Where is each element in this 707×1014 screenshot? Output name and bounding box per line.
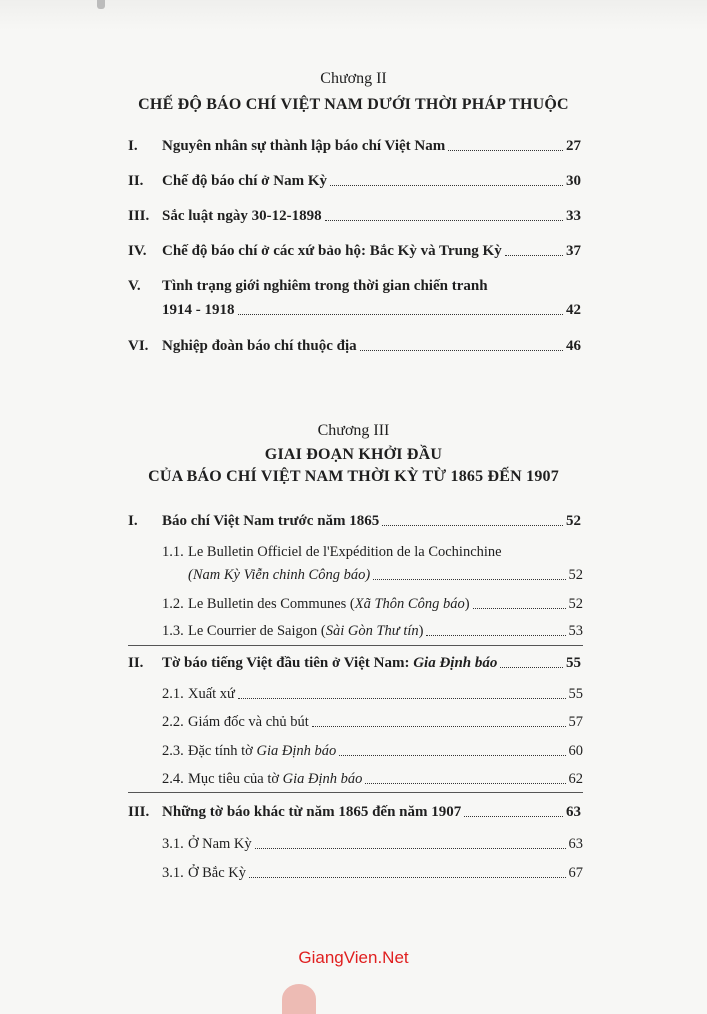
toc-subentry-number: 2.1. — [162, 686, 184, 702]
toc-subentry-title: Mục tiêu của tờ Gia Định báo — [188, 771, 363, 787]
toc-entry-number: V. — [128, 278, 141, 294]
toc-subentry-page: 52 — [568, 596, 583, 612]
toc-entry-page: 27 — [566, 138, 581, 154]
toc-entry-line1[interactable] — [128, 274, 581, 296]
toc-entry-number: III. — [128, 804, 150, 820]
dot-leader — [373, 578, 565, 580]
toc-subentry-number: 2.4. — [162, 771, 184, 787]
toc-subentry-line2[interactable] — [162, 563, 583, 585]
toc-entry-title: Tình trạng giới nghiêm trong thời gian chiến tranh — [162, 278, 488, 294]
toc-subentry[interactable] — [162, 592, 583, 614]
dot-leader — [448, 149, 563, 151]
toc-subentry-number: 3.1. — [162, 865, 184, 881]
toc-subentry-number: 1.2. — [162, 596, 184, 612]
dot-leader — [330, 184, 563, 186]
toc-entry-line2[interactable] — [128, 298, 581, 320]
chapter-3-title-line1: GIAI ĐOẠN KHỞI ĐẦU — [264, 446, 443, 463]
toc-entry-number: II. — [128, 655, 144, 671]
dot-leader — [339, 754, 565, 756]
dot-leader — [426, 634, 565, 636]
toc-subentry-title: Xuất xứ — [188, 686, 235, 702]
toc-entry-title: Báo chí Việt Nam trước năm 1865 — [162, 513, 380, 529]
toc-subentry[interactable] — [162, 861, 583, 883]
toc-subentry-number: 2.3. — [162, 743, 184, 759]
section-divider — [128, 792, 583, 793]
toc-entry-page: 30 — [566, 173, 581, 189]
dot-leader — [365, 782, 565, 784]
toc-entry-title: Chế độ báo chí ở Nam Kỳ — [162, 173, 327, 189]
toc-subentry-number: 3.1. — [162, 836, 184, 852]
toc-entry-title-continued: 1914 - 1918 — [162, 302, 235, 318]
toc-subentry[interactable] — [162, 832, 583, 854]
toc-subentry-title: Đặc tính tờ Gia Định báo — [188, 743, 337, 759]
dot-leader — [325, 219, 563, 221]
dot-leader — [255, 847, 566, 849]
toc-entry-title: Nghiệp đoàn báo chí thuộc địa — [162, 338, 357, 354]
toc-entry-number: II. — [128, 173, 144, 189]
dot-leader — [500, 666, 563, 668]
toc-subentry[interactable] — [162, 710, 583, 732]
toc-subentry[interactable] — [162, 767, 583, 789]
dot-leader — [249, 876, 566, 878]
toc-subentry-page: 63 — [568, 836, 583, 852]
dot-leader — [382, 524, 563, 526]
toc-entry-number: I. — [128, 138, 138, 154]
toc-section[interactable] — [128, 509, 581, 531]
dot-leader — [360, 349, 563, 351]
toc-subentry-number: 2.2. — [162, 714, 184, 730]
toc-entry[interactable] — [128, 334, 581, 356]
toc-entry-number: VI. — [128, 338, 149, 354]
toc-entry[interactable] — [128, 134, 581, 156]
toc-subentry-page: 53 — [568, 623, 583, 639]
toc-entry-page: 63 — [566, 804, 581, 820]
page-corner-mark — [97, 0, 105, 9]
toc-entry-title: Nguyên nhân sự thành lập báo chí Việt Nam — [162, 138, 446, 154]
toc-entry[interactable] — [128, 169, 581, 191]
toc-entry-title: Chế độ báo chí ở các xứ bảo hộ: Bắc Kỳ và Trung Kỳ — [162, 243, 502, 259]
dot-leader — [473, 607, 566, 609]
toc-entry-page: 46 — [566, 338, 581, 354]
toc-entry-page: 55 — [566, 655, 581, 671]
toc-subentry-title: Giám đốc và chủ bút — [188, 714, 309, 730]
dot-leader — [312, 725, 566, 727]
toc-entry-title: Tờ báo tiếng Việt đầu tiên ở Việt Nam: Gia Định báo — [162, 655, 498, 671]
toc-subentry-title: Le Bulletin des Communes (Xã Thôn Công báo) — [188, 596, 470, 612]
toc-subentry-line1[interactable] — [162, 540, 583, 562]
toc-entry[interactable] — [128, 239, 581, 261]
toc-subentry-page: 60 — [568, 743, 583, 759]
chapter-3-title-line2: CỦA BÁO CHÍ VIỆT NAM THỜI KỲ TỪ 1865 ĐẾN 1907 — [148, 468, 559, 485]
toc-subentry-page: 52 — [568, 567, 583, 583]
toc-subentry-title-continued: (Nam Kỳ Viễn chinh Công báo) — [188, 567, 371, 583]
toc-subentry-page: 55 — [568, 686, 583, 702]
toc-section[interactable] — [128, 800, 581, 822]
toc-subentry-title: Le Courrier de Saigon (Sài Gòn Thư tín) — [188, 623, 424, 639]
chapter-2-label: Chương II — [320, 70, 387, 87]
toc-subentry[interactable] — [162, 682, 583, 704]
toc-subentry-title: Le Bulletin Officiel de l'Expédition de la Cochinchine — [188, 544, 502, 560]
toc-subentry-number: 1.1. — [162, 544, 184, 560]
watermark-text: GiangVien.Net — [298, 948, 409, 967]
toc-subentry-page: 67 — [568, 865, 583, 881]
toc-entry-title: Những tờ báo khác từ năm 1865 đến năm 1907 — [162, 804, 462, 820]
chapter-2-title: CHẾ ĐỘ BÁO CHÍ VIỆT NAM DƯỚI THỜI PHÁP THUỘC — [138, 96, 569, 113]
page-top-edge — [0, 0, 707, 30]
toc-section[interactable] — [128, 651, 581, 673]
toc-entry-number: III. — [128, 208, 150, 224]
toc-subentry[interactable] — [162, 739, 583, 761]
toc-subentry-number: 1.3. — [162, 623, 184, 639]
toc-entry-number: IV. — [128, 243, 147, 259]
dot-leader — [464, 815, 563, 817]
toc-entry-page: 33 — [566, 208, 581, 224]
toc-subentry-title: Ở Bắc Kỳ — [188, 865, 246, 881]
toc-subentry[interactable] — [162, 619, 583, 641]
toc-subentry-page: 57 — [568, 714, 583, 730]
toc-entry-title: Sắc luật ngày 30-12-1898 — [162, 208, 322, 224]
toc-subentry-page: 62 — [568, 771, 583, 787]
toc-entry-page: 52 — [566, 513, 581, 529]
dot-leader — [238, 313, 564, 315]
toc-subentry-title: Ở Nam Kỳ — [188, 836, 252, 852]
toc-entry-number: I. — [128, 513, 138, 529]
dot-leader — [238, 697, 566, 699]
dot-leader — [505, 254, 563, 256]
toc-entry-page: 42 — [566, 302, 581, 318]
finger-thumb — [282, 984, 316, 1014]
toc-entry[interactable] — [128, 204, 581, 226]
toc-entry-page: 37 — [566, 243, 581, 259]
section-divider — [128, 645, 583, 646]
chapter-3-label: Chương III — [317, 422, 390, 439]
